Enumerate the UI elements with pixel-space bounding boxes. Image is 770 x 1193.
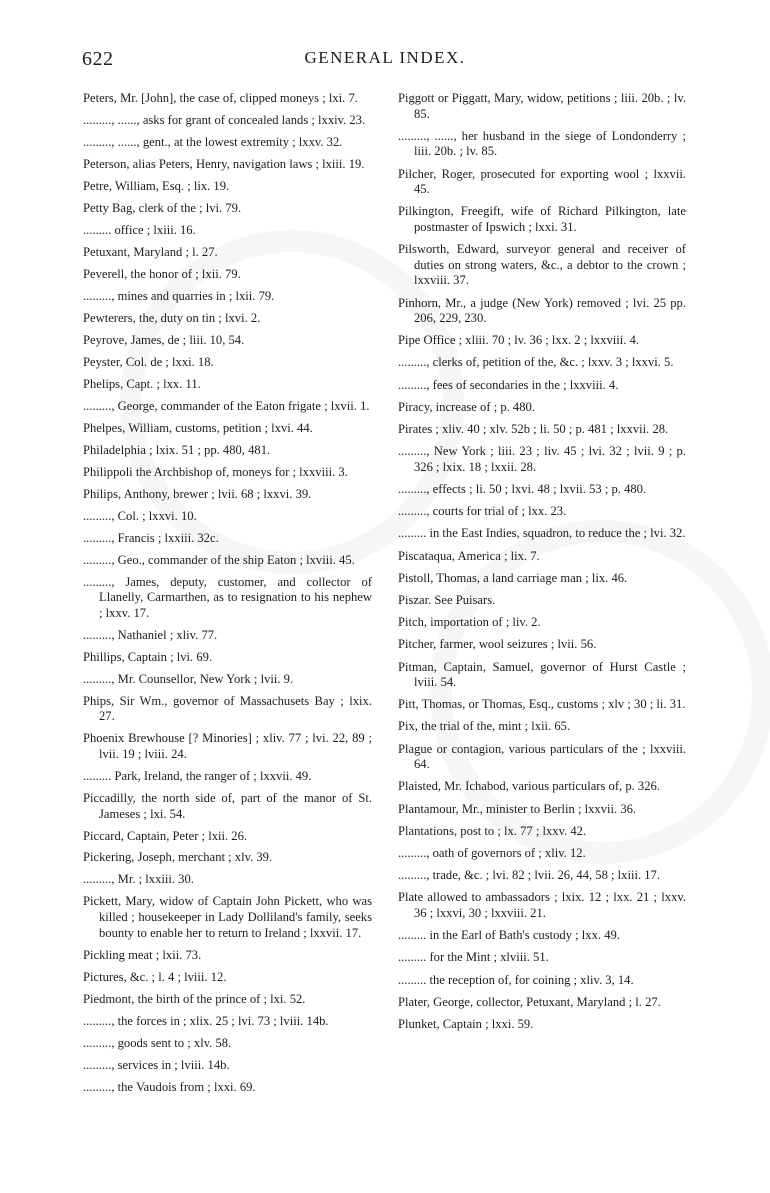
- index-entry: Pilcher, Roger, prosecuted for exporting wool ; lxxvii. 45.: [398, 166, 686, 197]
- index-entry: Pitman, Captain, Samuel, governor of Hurst Castle ; lviii. 54.: [398, 659, 686, 690]
- index-entry: ......... for the Mint ; xlviii. 51.: [398, 950, 549, 965]
- index-entry: Petre, William, Esq. ; lix. 19.: [83, 178, 230, 193]
- index-entry: Piszar. See Puisars.: [398, 592, 496, 607]
- index-entry: ........., services in ; lviii. 14b.: [83, 1057, 230, 1072]
- index-entry: Phelpes, William, customs, petition ; lxvi. 44.: [83, 420, 313, 435]
- index-entry: ........., the forces in ; xlix. 25 ; lvi. 73 ; lviii. 14b.: [83, 1013, 329, 1028]
- index-entry: Pistoll, Thomas, a land carriage man ; lix. 46.: [398, 570, 628, 585]
- index-entry: Piscataqua, America ; lix. 7.: [398, 548, 540, 563]
- index-entry: Peyrove, James, de ; liii. 10, 54.: [83, 332, 245, 347]
- index-entry: Pickering, Joseph, merchant ; xlv. 39.: [83, 850, 273, 865]
- index-entry: ........., New York ; liii. 23 ; liv. 45 ; lvi. 32 ; lvii. 9 ; p. 326 ; lxix. 18 ; lxxii. 28.: [398, 444, 686, 474]
- index-entry: Pinhorn, Mr., a judge (New York) removed ; lvi. 25 pp. 206, 229, 230.: [398, 295, 686, 326]
- index-entry: Pitcher, farmer, wool seizures ; lvii. 56.: [398, 637, 597, 652]
- index-entry: Phoenix Brewhouse [? Minories] ; xliv. 77 ; lvi. 22, 89 ; lvii. 19 ; lviii. 24.: [83, 731, 372, 761]
- index-entry: Peters, Mr. [John], the case of, clipped moneys ; lxi. 7.: [83, 91, 358, 105]
- index-entry: Philips, Anthony, brewer ; lvii. 68 ; lxxvi. 39.: [83, 486, 312, 501]
- index-entry: ........., Mr. ; lxxiii. 30.: [83, 872, 194, 887]
- index-entry: ........., the Vaudois from ; lxxi. 69.: [83, 1079, 256, 1094]
- index-entry: ........., fees of secondaries in the ; lxxviii. 4.: [398, 377, 619, 392]
- index-entry: Piccadilly, the north side of, part of the manor of St. Jameses ; lxi. 54.: [83, 790, 372, 821]
- index-entry: Petuxant, Maryland ; l. 27.: [83, 244, 218, 259]
- index-entry: Pilsworth, Edward, surveyor general and receiver of duties on strong waters, &c., a debtor to the crown ; lxxviii. 37.: [398, 242, 686, 288]
- index-entry: Peterson, alias Peters, Henry, navigation laws ; lxiii. 19.: [83, 156, 365, 171]
- index-entry: Pix, the trial of the, mint ; lxii. 65.: [398, 719, 571, 734]
- index-entry: ........., James, deputy, customer, and collector of Llanelly, Carmarthen, as to resignation to his nephew ; lxxv. 17.: [83, 574, 372, 620]
- index-entry: ......... in the East Indies, squadron, to reduce the ; lvi. 32.: [398, 526, 686, 541]
- index-entry: Philippoli the Archbishop of, moneys for ; lxxviii. 3.: [83, 464, 348, 479]
- running-title: GENERAL INDEX.: [304, 48, 466, 67]
- index-entry: Philadelphia ; lxix. 51 ; pp. 480, 481.: [83, 442, 271, 457]
- index-entry: Pipe Office ; xliii. 70 ; lv. 36 ; lxx. 2 ; lxxviii. 4.: [398, 333, 640, 348]
- index-entry: Plunket, Captain ; lxxi. 59.: [398, 1016, 534, 1031]
- index-entry: ........., courts for trial of ; lxx. 23.: [398, 504, 567, 519]
- index-entry: ........., Col. ; lxxvi. 10.: [83, 508, 197, 523]
- index-entry: Pictures, &c. ; l. 4 ; lviii. 12.: [83, 969, 227, 984]
- index-entry: Peyster, Col. de ; lxxi. 18.: [83, 354, 214, 369]
- index-entry: Plaisted, Mr. Ichabod, various particulars of, p. 326.: [398, 779, 660, 794]
- index-entry: Plantamour, Mr., minister to Berlin ; lxxvii. 36.: [398, 801, 637, 816]
- index-entry: Pickett, Mary, widow of Captain John Pickett, who was killed ; housekeeper in Lady Dolliland's family, seeks bounty to enable her to return to Ireland ; lxxvii. 17.: [83, 894, 372, 940]
- index-entry: Pilkington, Freegift, wife of Richard Pilkington, late postmaster of Ipswich ; lxxi. 31.: [398, 204, 686, 234]
- index-entry: Plantations, post to ; lx. 77 ; lxxv. 42.: [398, 823, 587, 838]
- index-entry: ........., George, commander of the Eaton frigate ; lxvii. 1.: [83, 398, 370, 413]
- index-entry: Piggott or Piggatt, Mary, widow, petitions ; liii. 20b. ; lv. 85.: [398, 91, 686, 121]
- index-entry: Phips, Sir Wm., governor of Massachusets Bay ; lxix. 27.: [83, 693, 372, 724]
- index-entry: Pickling meat ; lxii. 73.: [83, 947, 202, 962]
- index-entry: ........., trade, &c. ; lvi. 82 ; lvii. 26, 44, 58 ; lxiii. 17.: [398, 868, 661, 883]
- index-entry: Piedmont, the birth of the prince of ; lxi. 52.: [83, 991, 306, 1006]
- index-entry: ........., oath of governors of ; xliv. 12.: [398, 846, 586, 860]
- index-entry: ......... Park, Ireland, the ranger of ; lxxvii. 49.: [83, 768, 312, 783]
- index-entry: Piccard, Captain, Peter ; lxii. 26.: [83, 828, 248, 843]
- index-entry: ........., ......, asks for grant of concealed lands ; lxxiv. 23.: [83, 112, 366, 127]
- index-entry: ........., ......, her husband in the siege of Londonderry ; liii. 20b. ; lv. 85.: [398, 128, 686, 159]
- page-number: 622: [82, 48, 114, 70]
- index-entry: Pirates ; xliv. 40 ; xlv. 52b ; li. 50 ; p. 481 ; lxxvii. 28.: [398, 422, 669, 437]
- index-entry: Petty Bag, clerk of the ; lvi. 79.: [83, 200, 242, 215]
- index-entry: Phillips, Captain ; lvi. 69.: [83, 649, 213, 664]
- index-entry: ........., mines and quarries in ; lxii. 79.: [83, 288, 275, 303]
- index-entry: Plague or contagion, various particulars of the ; lxxviii. 64.: [398, 741, 686, 772]
- page-header: [82, 48, 688, 76]
- index-entry: Pitt, Thomas, or Thomas, Esq., customs ; xlv ; 30 ; li. 31.: [398, 697, 686, 712]
- index-entry: ......... office ; lxiii. 16.: [83, 222, 196, 237]
- index-entry: Phelips, Capt. ; lxx. 11.: [83, 376, 201, 391]
- index-entry: ........., Nathaniel ; xliv. 77.: [83, 627, 218, 642]
- index-entry: Pewterers, the, duty on tin ; lxvi. 2.: [83, 310, 261, 325]
- index-entry: Peverell, the honor of ; lxii. 79.: [83, 266, 241, 281]
- index-entry: Plate allowed to ambassadors ; lxix. 12 ; lxx. 21 ; lxxv. 36 ; lxxvi, 30 ; lxxviii. 21.: [398, 890, 686, 920]
- index-entry: ........., goods sent to ; xlv. 58.: [83, 1035, 232, 1050]
- index-entry: Pitch, importation of ; liv. 2.: [398, 615, 541, 630]
- index-column-left: [83, 91, 372, 1102]
- index-entry: ......... in the Earl of Bath's custody ; lxx. 49.: [398, 928, 620, 943]
- index-entry: ........., effects ; li. 50 ; lxvi. 48 ; lxvii. 53 ; p. 480.: [398, 482, 647, 496]
- index-entry: Plater, George, collector, Petuxant, Maryland ; l. 27.: [398, 994, 661, 1009]
- index-entry: ........., Mr. Counsellor, New York ; lvii. 9.: [83, 671, 294, 686]
- index-entry: ........., clerks of, petition of the, &c. ; lxxv. 3 ; lxxvi. 5.: [398, 355, 674, 370]
- index-entry: ........., Geo., commander of the ship Eaton ; lxviii. 45.: [83, 552, 355, 567]
- index-entry: Piracy, increase of ; p. 480.: [398, 399, 535, 414]
- index-entry: ........., ......, gent., at the lowest extremity ; lxxv. 32.: [83, 134, 343, 149]
- index-column-right: [398, 91, 686, 1039]
- index-entry: ......... the reception of, for coining ; xliv. 3, 14.: [398, 972, 634, 987]
- index-entry: ........., Francis ; lxxiii. 32c.: [83, 530, 219, 545]
